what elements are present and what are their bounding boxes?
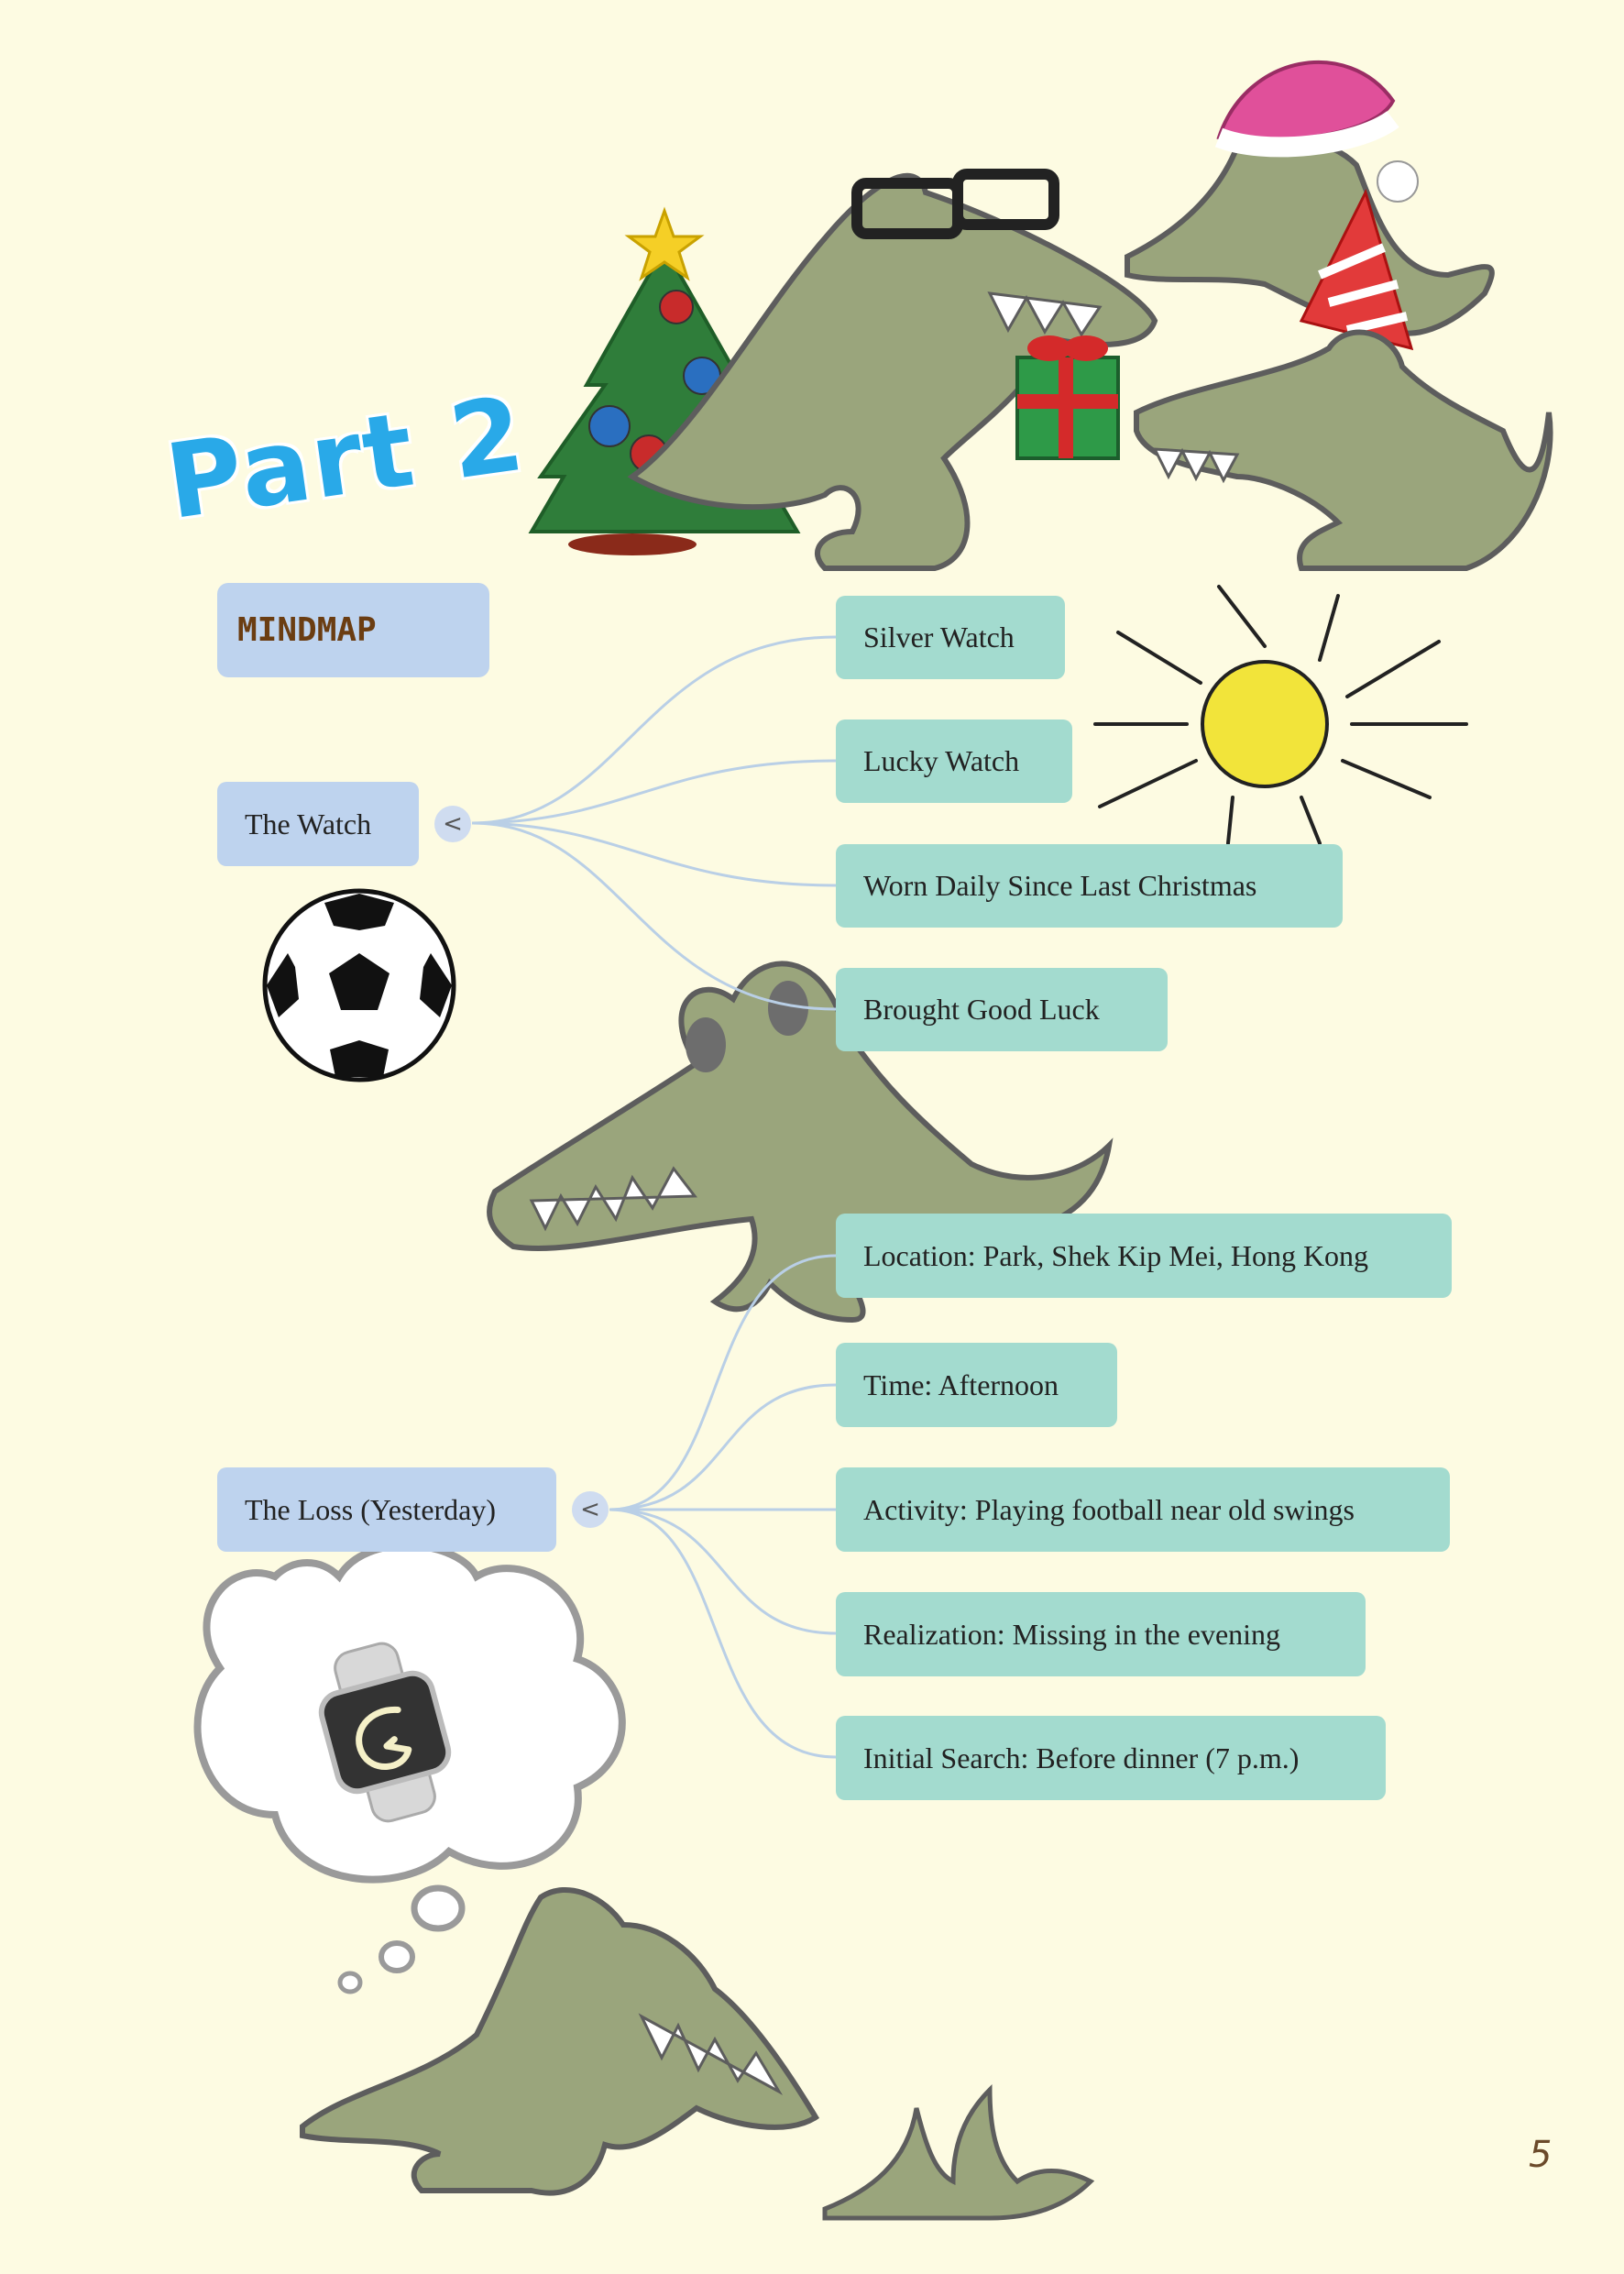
leaf-initial-search[interactable]: Initial Search: Before dinner (7 p.m.) (836, 1716, 1386, 1800)
leaf-realization[interactable]: Realization: Missing in the evening (836, 1592, 1366, 1676)
gift-icon (1017, 335, 1118, 458)
crocodile-bottom-icon (302, 1890, 816, 2193)
mindmap-label: MINDMAP (217, 583, 489, 677)
leaf-worn-daily[interactable]: Worn Daily Since Last Christmas (836, 844, 1343, 928)
branch-the-loss[interactable]: The Loss (Yesterday) (217, 1467, 556, 1552)
page-number: 5 (1529, 2134, 1553, 2176)
crocodile-santa-icon (1127, 62, 1492, 348)
branch-the-watch[interactable]: The Watch (217, 782, 419, 866)
leaf-activity[interactable]: Activity: Playing football near old swings (836, 1467, 1450, 1552)
watch-connectors (472, 637, 836, 1009)
collapse-toggle-watch[interactable]: < (434, 806, 471, 842)
crocodile-small-icon (1136, 333, 1551, 568)
leaf-brought-good-luck[interactable]: Brought Good Luck (836, 968, 1168, 1051)
leaf-time[interactable]: Time: Afternoon (836, 1343, 1117, 1427)
leaf-silver-watch[interactable]: Silver Watch (836, 596, 1065, 679)
loss-connectors (609, 1256, 836, 1757)
grass-icon (825, 2090, 1091, 2218)
part-title: Part 2 (159, 374, 532, 543)
collapse-toggle-loss[interactable]: < (572, 1491, 609, 1528)
sun-icon (1095, 587, 1466, 843)
leaf-lucky-watch[interactable]: Lucky Watch (836, 720, 1072, 803)
leaf-location[interactable]: Location: Park, Shek Kip Mei, Hong Kong (836, 1214, 1452, 1298)
soccer-ball-icon (265, 891, 454, 1080)
